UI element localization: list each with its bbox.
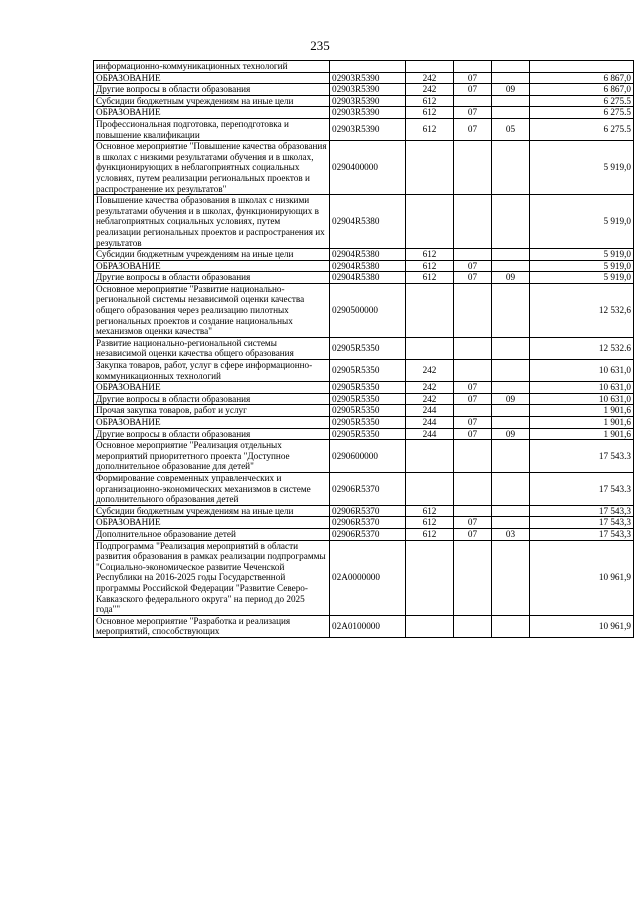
row-code-cell: 02905R5350: [330, 428, 406, 440]
row-expense-type-cell: [406, 615, 454, 637]
row-subsection-cell: 03: [492, 528, 530, 540]
table-row: [94, 615, 634, 637]
row-sum-cell: 17 543,3: [530, 505, 634, 517]
row-sum-cell: 17 543.3: [530, 472, 634, 505]
row-subsection-cell: [492, 360, 530, 382]
row-name-cell: Субсидии бюджетным учреждениям на иные цели: [94, 249, 330, 261]
row-sum-cell: 6 867,0: [530, 72, 634, 84]
row-sum-cell: 10 961,9: [530, 540, 634, 615]
table-row: [94, 505, 634, 517]
row-code-cell: 02904R5380: [330, 249, 406, 261]
row-sum-cell: 17 543.3: [530, 440, 634, 473]
row-code-cell: 02905R5350: [330, 337, 406, 359]
row-section-cell: 07: [454, 428, 492, 440]
row-subsection-cell: 09: [492, 428, 530, 440]
row-name-cell: Дополнительное образование детей: [94, 528, 330, 540]
row-section-cell: [454, 283, 492, 337]
row-section-cell: [454, 405, 492, 417]
row-sum-cell: 1 901,6: [530, 428, 634, 440]
row-section-cell: [454, 472, 492, 505]
row-section-cell: 07: [454, 382, 492, 394]
row-expense-type-cell: [406, 195, 454, 249]
row-subsection-cell: [492, 195, 530, 249]
row-section-cell: 07: [454, 517, 492, 529]
row-subsection-cell: [492, 615, 530, 637]
table-row: [94, 440, 634, 473]
row-name-cell: Подпрограмма "Реализация мероприятий в области развития образования в рамках реализации подпрограммы "Социально-экономическое развитие Чеченской Республики на 2016-2025 годы Государственной программы Российской Федерации "Развитие Северо-Кавказского федерального округа" на период до 2025 года"": [94, 540, 330, 615]
row-expense-type-cell: 244: [406, 417, 454, 429]
row-name-cell: Другие вопросы в области образования: [94, 428, 330, 440]
row-expense-type-cell: 242: [406, 360, 454, 382]
row-section-cell: [454, 249, 492, 261]
table-row: [94, 107, 634, 119]
row-sum-cell: 10 631,0: [530, 360, 634, 382]
row-sum-cell: 5 919,0: [530, 141, 634, 195]
row-name-cell: ОБРАЗОВАНИЕ: [94, 72, 330, 84]
row-sum-cell: 10 631,0: [530, 382, 634, 394]
row-subsection-cell: [492, 472, 530, 505]
row-name-cell: Развитие национально-региональной системы независимой оценки качества общего образования: [94, 337, 330, 359]
row-section-cell: 07: [454, 118, 492, 140]
table-row: [94, 249, 634, 261]
row-subsection-cell: [492, 95, 530, 107]
row-code-cell: 0290600000: [330, 440, 406, 473]
table-row: [94, 472, 634, 505]
row-code-cell: 02A0100000: [330, 615, 406, 637]
row-expense-type-cell: [406, 141, 454, 195]
row-name-cell: ОБРАЗОВАНИЕ: [94, 107, 330, 119]
row-code-cell: 02904R5380: [330, 195, 406, 249]
row-subsection-cell: [492, 405, 530, 417]
row-section-cell: 07: [454, 272, 492, 284]
row-sum-cell: 1 901,6: [530, 405, 634, 417]
table-row: [94, 195, 634, 249]
table-row: [94, 72, 634, 84]
table-row: [94, 528, 634, 540]
row-expense-type-cell: [406, 61, 454, 73]
row-sum-cell: 5 919,0: [530, 249, 634, 261]
row-name-cell: Основное мероприятие "Повышение качества образования в школах с низкими результатами обучения и в школах, функционирующих в неблагоприятных социальных условиях, путем реализации региональных проектов и распространение их результатов": [94, 141, 330, 195]
row-sum-cell: 5 919,0: [530, 195, 634, 249]
row-sum-cell: 6 275.5: [530, 118, 634, 140]
row-name-cell: Другие вопросы в области образования: [94, 393, 330, 405]
table-row: [94, 95, 634, 107]
row-subsection-cell: [492, 249, 530, 261]
row-subsection-cell: [492, 382, 530, 394]
row-name-cell: Субсидии бюджетным учреждениям на иные цели: [94, 95, 330, 107]
table-row: [94, 382, 634, 394]
row-code-cell: 02906R5370: [330, 517, 406, 529]
row-subsection-cell: [492, 540, 530, 615]
row-code-cell: 02903R5390: [330, 107, 406, 119]
budget-table-body: [94, 61, 634, 638]
row-name-cell: Субсидии бюджетным учреждениям на иные цели: [94, 505, 330, 517]
row-expense-type-cell: 242: [406, 382, 454, 394]
row-code-cell: 02904R5380: [330, 272, 406, 284]
table-row: [94, 540, 634, 615]
table-row: [94, 61, 634, 73]
row-expense-type-cell: [406, 540, 454, 615]
row-sum-cell: 12 532,6: [530, 283, 634, 337]
row-sum-cell: 10 961,9: [530, 615, 634, 637]
row-subsection-cell: [492, 440, 530, 473]
row-subsection-cell: 09: [492, 393, 530, 405]
row-code-cell: 02904R5380: [330, 260, 406, 272]
row-code-cell: 0290500000: [330, 283, 406, 337]
row-section-cell: 07: [454, 84, 492, 96]
table-row: [94, 84, 634, 96]
row-expense-type-cell: 612: [406, 505, 454, 517]
row-code-cell: 02905R5350: [330, 393, 406, 405]
row-expense-type-cell: 242: [406, 393, 454, 405]
row-name-cell: Профессиональная подготовка, переподготовка и повышение квалификации: [94, 118, 330, 140]
row-sum-cell: 12 532.6: [530, 337, 634, 359]
row-name-cell: ОБРАЗОВАНИЕ: [94, 517, 330, 529]
row-section-cell: 07: [454, 417, 492, 429]
row-sum-cell: [530, 61, 634, 73]
row-code-cell: 02903R5390: [330, 72, 406, 84]
row-expense-type-cell: 242: [406, 84, 454, 96]
row-section-cell: [454, 360, 492, 382]
row-expense-type-cell: [406, 440, 454, 473]
row-code-cell: 02903R5390: [330, 118, 406, 140]
row-name-cell: ОБРАЗОВАНИЕ: [94, 382, 330, 394]
row-subsection-cell: 05: [492, 118, 530, 140]
row-name-cell: Повышение качества образования в школах с низкими результатами обучения и в школах, функционирующих в неблагоприятных социальных условиях, путем реализации региональных проектов и распространения их результатов: [94, 195, 330, 249]
row-section-cell: 07: [454, 528, 492, 540]
row-code-cell: 02906R5370: [330, 505, 406, 517]
row-subsection-cell: [492, 417, 530, 429]
row-subsection-cell: [492, 61, 530, 73]
row-section-cell: 07: [454, 72, 492, 84]
row-code-cell: 02906R5370: [330, 528, 406, 540]
row-section-cell: [454, 337, 492, 359]
row-section-cell: [454, 95, 492, 107]
row-section-cell: [454, 141, 492, 195]
row-subsection-cell: [492, 260, 530, 272]
row-expense-type-cell: 612: [406, 118, 454, 140]
row-expense-type-cell: 244: [406, 428, 454, 440]
table-row: [94, 283, 634, 337]
row-subsection-cell: [492, 517, 530, 529]
row-subsection-cell: 09: [492, 84, 530, 96]
row-section-cell: 07: [454, 107, 492, 119]
row-code-cell: [330, 61, 406, 73]
row-sum-cell: 10 631,0: [530, 393, 634, 405]
row-code-cell: 02905R5350: [330, 417, 406, 429]
row-sum-cell: 1 901,6: [530, 417, 634, 429]
row-expense-type-cell: [406, 283, 454, 337]
row-expense-type-cell: 244: [406, 405, 454, 417]
row-name-cell: Основное мероприятие "Развитие национально-региональной системы независимой оценки качества общего образования через реализацию пилотных региональных проектов и создание национальных механизмов оценки качества": [94, 283, 330, 337]
row-code-cell: 02903R5390: [330, 84, 406, 96]
row-expense-type-cell: 612: [406, 528, 454, 540]
row-name-cell: Основное мероприятие "Реализация отдельных мероприятий приоритетного проекта "Доступное дополнительное образование для детей": [94, 440, 330, 473]
row-subsection-cell: [492, 505, 530, 517]
row-expense-type-cell: 612: [406, 260, 454, 272]
row-expense-type-cell: 242: [406, 72, 454, 84]
row-sum-cell: 17 543,3: [530, 528, 634, 540]
table-row: [94, 428, 634, 440]
row-expense-type-cell: [406, 337, 454, 359]
row-sum-cell: 5 919,0: [530, 260, 634, 272]
row-section-cell: [454, 195, 492, 249]
row-expense-type-cell: 612: [406, 107, 454, 119]
row-expense-type-cell: 612: [406, 249, 454, 261]
row-code-cell: 02905R5350: [330, 382, 406, 394]
row-section-cell: [454, 440, 492, 473]
row-subsection-cell: [492, 337, 530, 359]
row-sum-cell: 5 919,0: [530, 272, 634, 284]
row-name-cell: Основное мероприятие "Разработка и реализация мероприятий, способствующих: [94, 615, 330, 637]
row-section-cell: [454, 615, 492, 637]
table-row: [94, 337, 634, 359]
row-name-cell: Другие вопросы в области образования: [94, 272, 330, 284]
row-sum-cell: 6 867,0: [530, 84, 634, 96]
row-sum-cell: 6 275.5: [530, 95, 634, 107]
row-name-cell: ОБРАЗОВАНИЕ: [94, 417, 330, 429]
row-code-cell: 02903R5390: [330, 95, 406, 107]
row-code-cell: 02906R5370: [330, 472, 406, 505]
row-expense-type-cell: [406, 472, 454, 505]
table-row: [94, 260, 634, 272]
row-code-cell: 0290400000: [330, 141, 406, 195]
row-section-cell: 07: [454, 393, 492, 405]
table-row: [94, 517, 634, 529]
row-expense-type-cell: 612: [406, 517, 454, 529]
row-expense-type-cell: 612: [406, 272, 454, 284]
row-subsection-cell: 09: [492, 272, 530, 284]
table-row: [94, 118, 634, 140]
row-sum-cell: 6 275.5: [530, 107, 634, 119]
table-row: [94, 405, 634, 417]
row-subsection-cell: [492, 107, 530, 119]
row-expense-type-cell: 612: [406, 95, 454, 107]
row-subsection-cell: [492, 283, 530, 337]
row-section-cell: [454, 540, 492, 615]
page-number: 235: [310, 38, 330, 53]
row-section-cell: [454, 61, 492, 73]
table-row: [94, 417, 634, 429]
table-row: [94, 360, 634, 382]
row-section-cell: [454, 505, 492, 517]
row-name-cell: Формирование современных управленческих и организационно-экономических механизмов в системе дополнительного образования детей: [94, 472, 330, 505]
table-row: [94, 272, 634, 284]
row-code-cell: 02905R5350: [330, 405, 406, 417]
row-subsection-cell: [492, 141, 530, 195]
table-row: [94, 393, 634, 405]
table-row: [94, 141, 634, 195]
row-code-cell: 02905R5350: [330, 360, 406, 382]
row-name-cell: Закупка товаров, работ, услуг в сфере информационно-коммуникационных технологий: [94, 360, 330, 382]
row-sum-cell: 17 543,3: [530, 517, 634, 529]
budget-table: [93, 60, 634, 638]
row-name-cell: ОБРАЗОВАНИЕ: [94, 260, 330, 272]
row-name-cell: Прочая закупка товаров, работ и услуг: [94, 405, 330, 417]
row-section-cell: 07: [454, 260, 492, 272]
row-name-cell: информационно-коммуникационных технологий: [94, 61, 330, 73]
row-name-cell: Другие вопросы в области образования: [94, 84, 330, 96]
row-code-cell: 02A0000000: [330, 540, 406, 615]
row-subsection-cell: [492, 72, 530, 84]
